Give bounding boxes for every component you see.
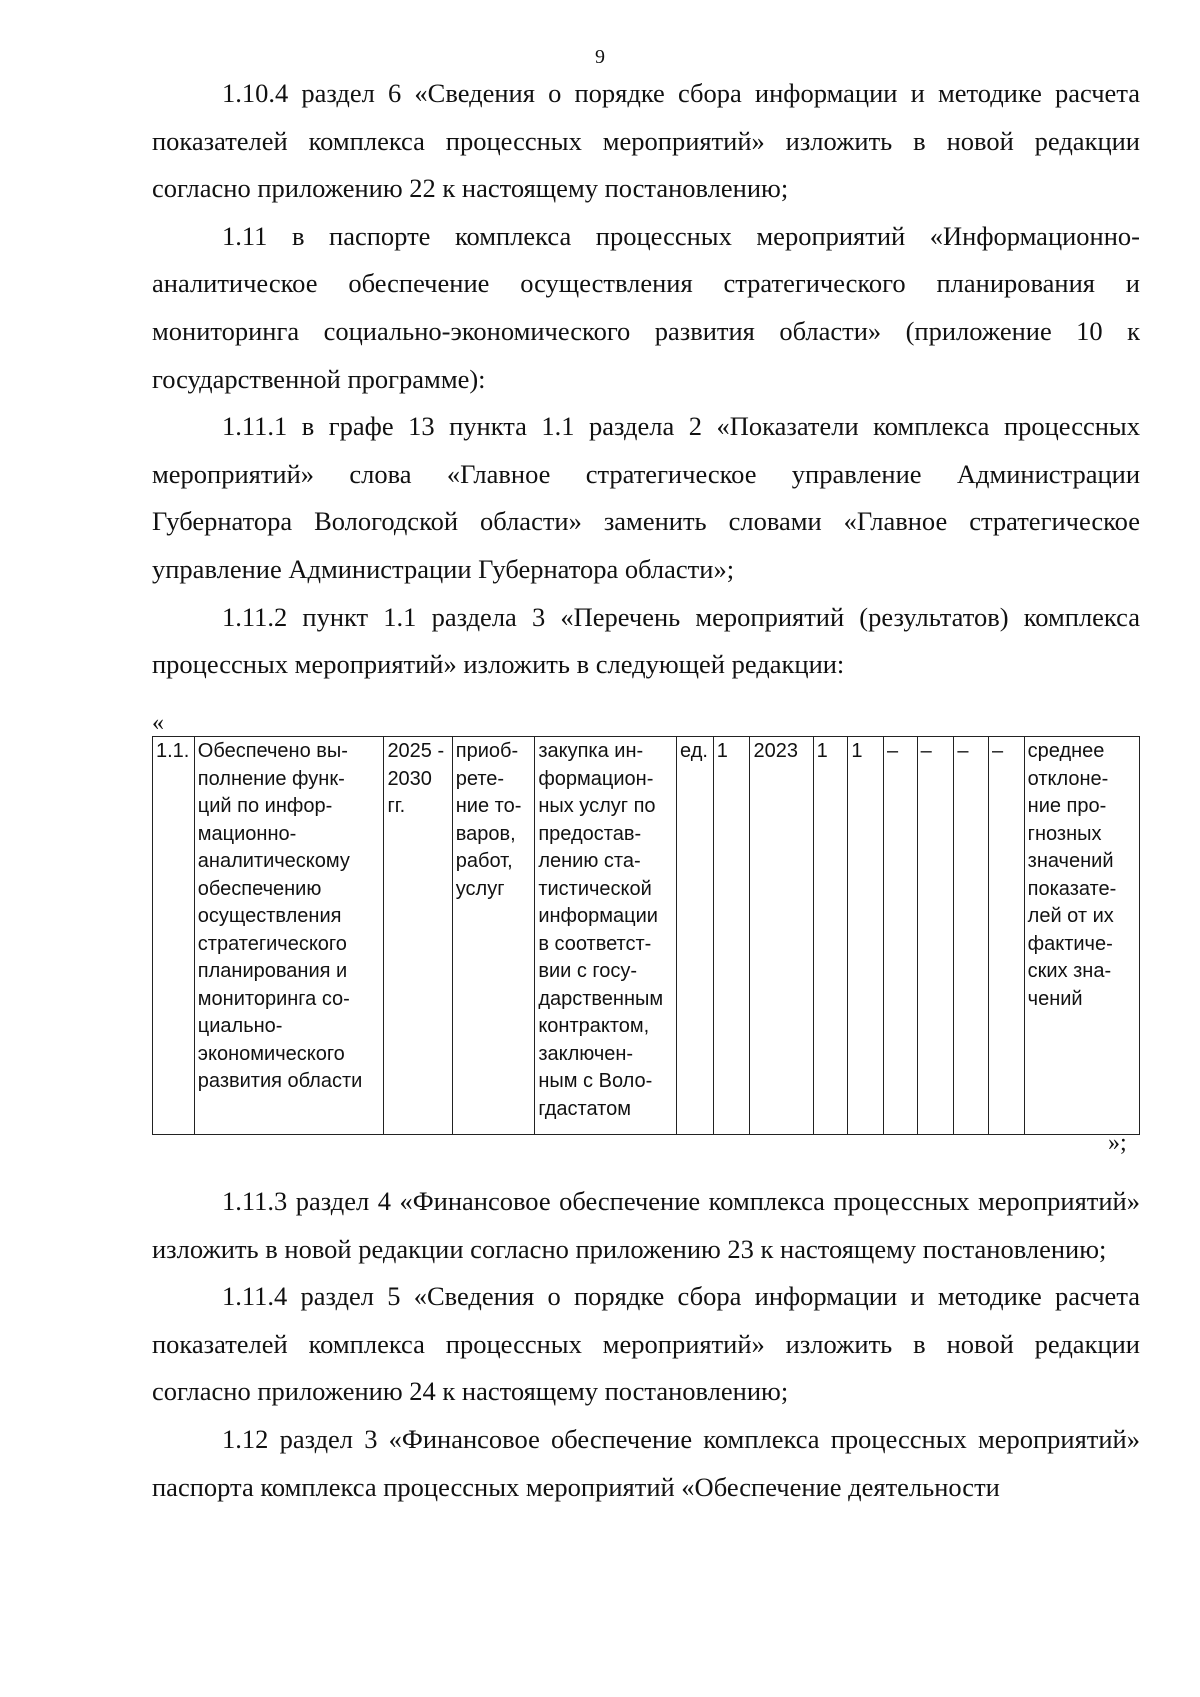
cell-value-4: – bbox=[917, 737, 954, 1135]
text-block-top bbox=[152, 70, 1140, 689]
cell-task: Обеспечено вы- полнение функ- ций по инфор- мационно- аналитическому обеспечению осуществления стратегического планирования и мониторинга со- циально- экономического развития области bbox=[194, 737, 384, 1135]
cell-link: среднее отклоне- ние про- гнозных значений показате- лей от их фактиче- ских зна- чений bbox=[1024, 737, 1139, 1135]
text-block-bottom bbox=[152, 1178, 1140, 1511]
cell-value-2: 1 bbox=[848, 737, 884, 1135]
cell-value-5: – bbox=[954, 737, 989, 1135]
paragraph-1-12: 1.12 раздел 3 «Финансовое обеспечение комплекса процессных мероприятий» паспорта комплекса процессных мероприятий «Обеспечение деятельности bbox=[152, 1423, 1140, 1502]
cell-unit: ед. bbox=[677, 737, 714, 1135]
cell-value-6: – bbox=[988, 737, 1024, 1135]
page-number: 9 bbox=[595, 46, 605, 68]
cell-value-1: 1 bbox=[813, 737, 848, 1135]
paragraph-1-11-2: 1.11.2 пункт 1.1 раздела 3 «Перечень мероприятий (результатов) комплекса процессных мероприятий» изложить в следующей редакции: bbox=[152, 601, 1140, 680]
cell-type: приоб- рете- ние то- варов, работ, услуг bbox=[452, 737, 535, 1135]
cell-period: 2025 - 2030 гг. bbox=[384, 737, 452, 1135]
paragraph-1-11-3: 1.11.3 раздел 4 «Финансовое обеспечение комплекса процессных мероприятий» изложить в новой редакции согласно приложению 23 к настоящему постановлению; bbox=[152, 1186, 1140, 1264]
quote-open: « bbox=[152, 710, 164, 736]
cell-base-year: 2023 bbox=[750, 737, 813, 1135]
cell-base-value: 1 bbox=[713, 737, 750, 1135]
cell-number: 1.1. bbox=[153, 737, 195, 1135]
measures-table bbox=[152, 736, 1140, 1135]
table-row bbox=[153, 737, 1140, 1135]
paragraph-1-11-4: 1.11.4 раздел 5 «Сведения о порядке сбора информации и методике расчета показателей комплекса процессных мероприятий» изложить в новой редакции согласно приложению 24 к настоящему постановлению; bbox=[152, 1281, 1140, 1407]
quote-close: »; bbox=[1108, 1130, 1127, 1156]
paragraph-1-11: 1.11 в паспорте комплекса процессных мероприятий «Информационно-аналитическое обеспечение осуществления стратегического планирования и мониторинга социально-экономического развития области» (приложение 10 к государственной программе): bbox=[152, 220, 1140, 394]
paragraph-1-10-4: 1.10.4 раздел 6 «Сведения о порядке сбора информации и методике расчета показателей комплекса процессных мероприятий» изложить в новой редакции согласно приложению 22 к настоящему постановлению; bbox=[152, 78, 1140, 204]
paragraph-1-11-1: 1.11.1 в графе 13 пункта 1.1 раздела 2 «Показатели комплекса процессных мероприятий» слова «Главное стратегическое управление Администрации Губернатора Вологодской области» заменить словами «Главное стратегическое управление Администрации Губернатора области»; bbox=[152, 411, 1140, 584]
cell-description: закупка ин- формацион- ных услуг по предостав- лению ста- тистической информации в соответст- вии с госу- дарственным контрактом, заключен- ным с Воло- гдастатом bbox=[535, 737, 677, 1135]
cell-value-3: – bbox=[883, 737, 917, 1135]
